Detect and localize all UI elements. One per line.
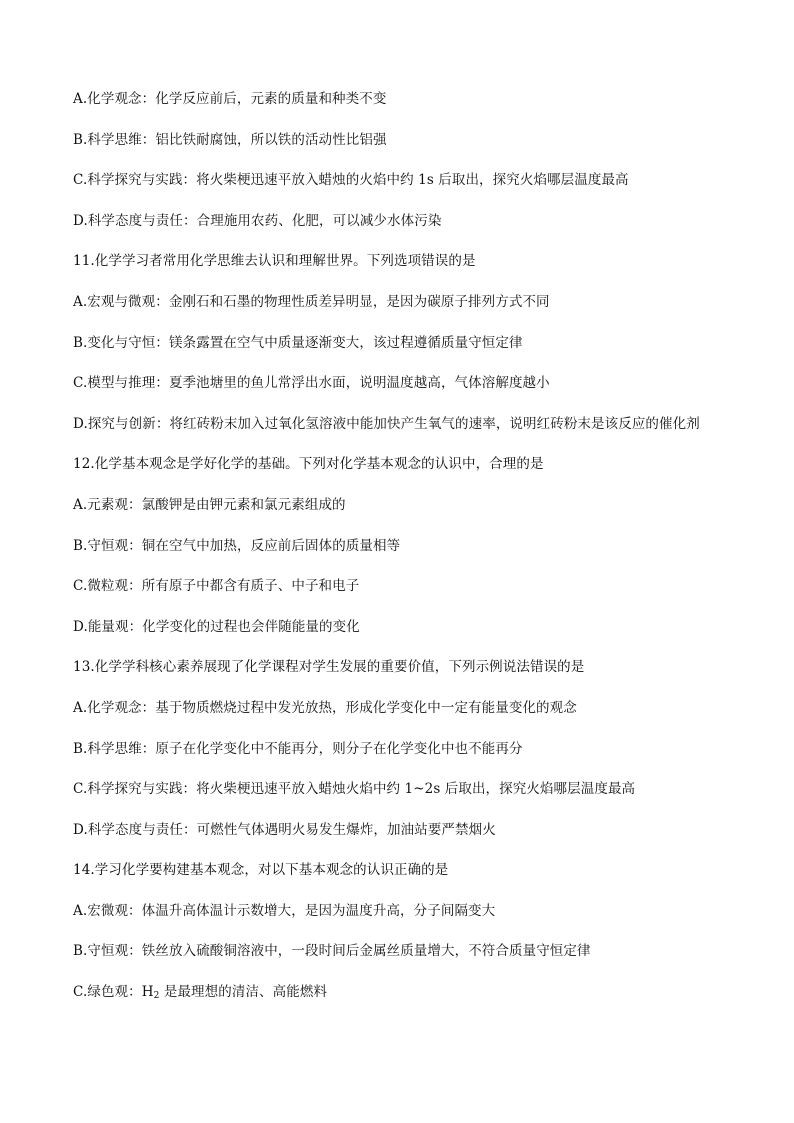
q14-option-c-suffix: 是最理想的清洁、高能燃料 xyxy=(159,984,328,1001)
q12-option-a: A.元素观：氯酸钾是由钾元素和氯元素组成的 xyxy=(73,496,346,513)
q14-option-c-prefix: C.绿色观：H xyxy=(73,984,154,1001)
subscript-2: 2 xyxy=(153,991,160,1002)
option-b-scientific-thinking: B.科学思维：铝比铁耐腐蚀，所以铁的活动性比铝强 xyxy=(73,131,387,148)
q11-option-a: A.宏观与微观：金刚石和石墨的物理性质差异明显，是因为碳原子排列方式不同 xyxy=(73,293,550,310)
q14-option-b: B.守恒观：铁丝放入硫酸铜溶液中，一段时间后金属丝质量增大，不符合质量守恒定律 xyxy=(73,943,591,960)
q12-option-b: B.守恒观：铜在空气中加热，反应前后固体的质量相等 xyxy=(73,537,401,554)
q11-option-c: C.模型与推理：夏季池塘里的鱼儿常浮出水面，说明温度越高，气体溶解度越小 xyxy=(73,375,550,392)
q13-option-a: A.化学观念：基于物质燃烧过程中发光放热，形成化学变化中一定有能量变化的观念 xyxy=(73,699,577,716)
q11-option-b: B.变化与守恒：镁条露置在空气中质量逐渐变大，该过程遵循质量守恒定律 xyxy=(73,334,523,351)
q12-option-c: C.微粒观：所有原子中都含有质子、中子和电子 xyxy=(73,578,360,595)
q11-option-d: D.探究与创新：将红砖粉末加入过氧化氢溶液中能加快产生氧气的速率，说明红砖粉末是该反应的催化剂 xyxy=(73,415,700,432)
question-12: 12.化学基本观念是学好化学的基础。下列对化学基本观念的认识中，合理的是 xyxy=(73,456,544,473)
q13-option-b: B.科学思维：原子在化学变化中不能再分，则分子在化学变化中也不能再分 xyxy=(73,740,523,757)
q13-option-c: C.科学探究与实践：将火柴梗迅速平放入蜡烛火焰中约 1~2s 后取出，探究火焰哪层温度最高 xyxy=(73,781,636,798)
q14-option-c xyxy=(73,981,753,1022)
q14-option-a: A.宏微观：体温升高体温计示数增大，是因为温度升高，分子间隔变大 xyxy=(73,902,496,919)
question-14: 14.学习化学要构建基本观念，对以下基本观念的认识正确的是 xyxy=(73,862,449,879)
question-11: 11.化学学习者常用化学思维去认识和理解世界。下列选项错误的是 xyxy=(73,253,476,270)
option-a-chemical-concept: A.化学观念：化学反应前后，元素的质量和种类不变 xyxy=(73,91,387,107)
document-page xyxy=(73,88,753,1022)
q12-option-d: D.能量观：化学变化的过程也会伴随能量的变化 xyxy=(73,618,360,635)
option-c-inquiry-practice: C.科学探究与实践：将火柴梗迅速平放入蜡烛的火焰中约 1s 后取出，探究火焰哪层温度最高 xyxy=(73,172,629,189)
option-d-attitude-responsibility: D.科学态度与责任：合理施用农药、化肥，可以减少水体污染 xyxy=(73,212,442,229)
q13-option-d: D.科学态度与责任：可燃性气体遇明火易发生爆炸，加油站要严禁烟火 xyxy=(73,821,496,838)
question-13: 13.化学学科核心素养展现了化学课程对学生发展的重要价值，下列示例说法错误的是 xyxy=(73,659,585,676)
